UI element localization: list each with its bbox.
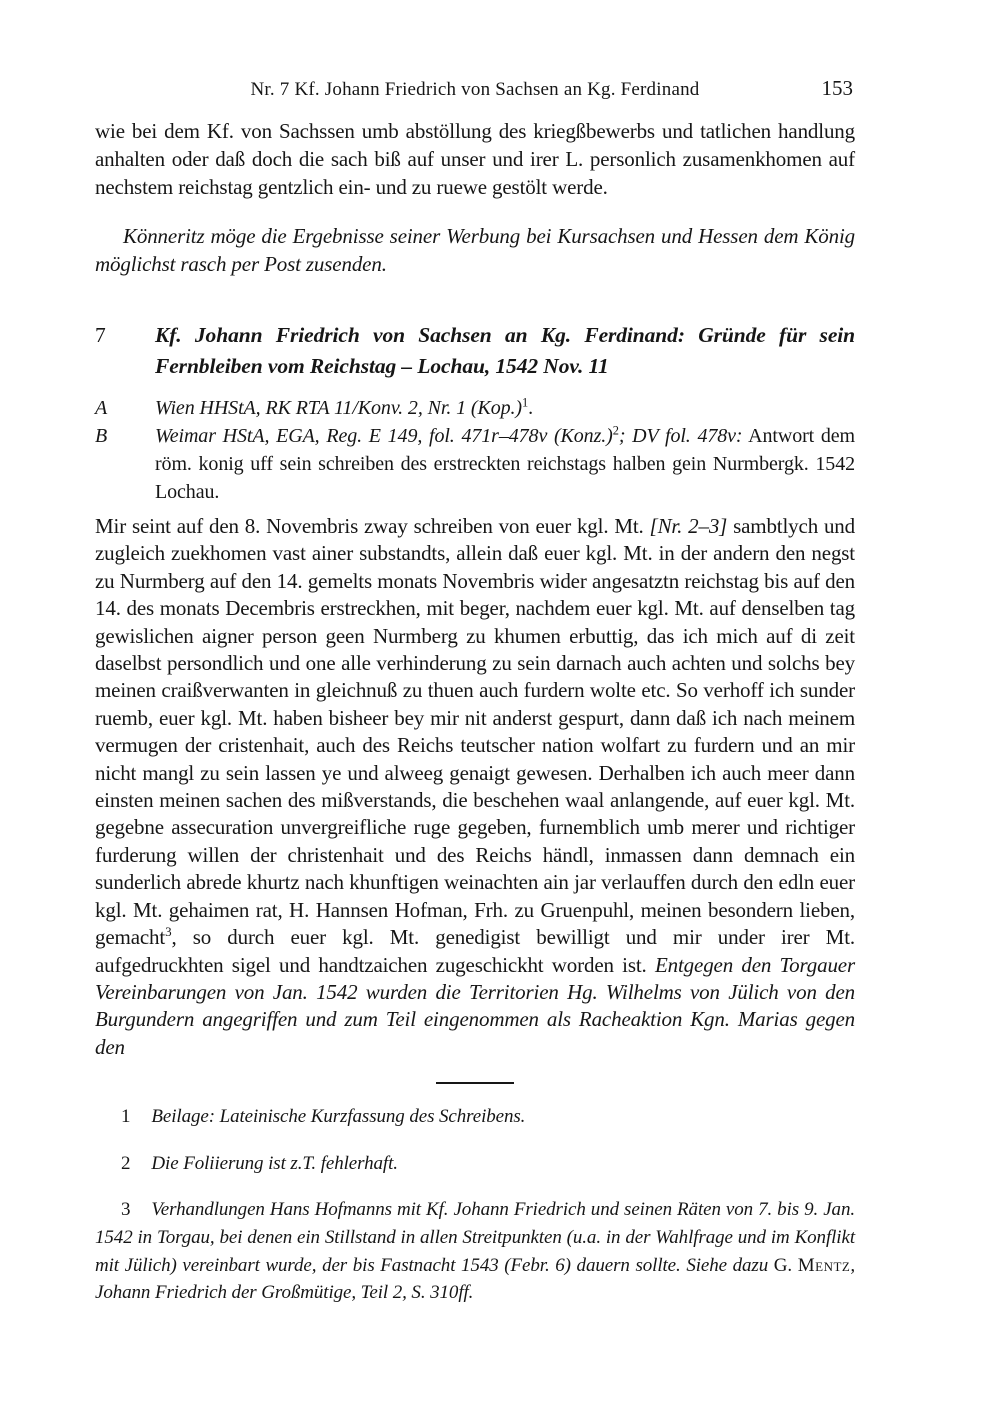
archive-reference-a: Wien HHStA, RK RTA 11/Konv. 2, Nr. 1 (Kop.) (155, 397, 522, 419)
footnote-ref-1: 1 (522, 395, 529, 410)
continuation-paragraph: wie bei dem Kf. von Sachssen umb abstöllung des kriegßbewerbs und tatlichen handlung anhalten oder daß doch die sach biß auf unser und irer L. personlich zusamenkhomen auf nechstem reichstag gentzlich ein- und zu ruewe gestölt werde. (95, 119, 855, 199)
footnote-1 (95, 1103, 855, 1131)
editorial-note: Entgegen den Torgauer Vereinbarungen von Jan. 1542 wurden die Territorien Hg. Wilhelms von Jülich von den Burgundern angegriffen und zum Teil eingenommen als Racheaktion Kgn. Marias gegen den (95, 952, 855, 1059)
letter-text-part3: , so durch euer kgl. Mt. genedigist bewilligt und mir under irer Mt. aufgedruckhten sigel und handtzaichen zugeschickht worden ist. (95, 925, 855, 977)
footnote-2-text: Die Foliierung ist z.T. fehlerhaft. (151, 1152, 398, 1174)
running-header (95, 0, 855, 102)
footnote-3-text-a: Verhandlungen Hans Hofmanns mit Kf. Johann Friedrich und seinen Räten von 7. bis 9. Jan. 1542 in Torgau, bei denen ein Stillstand in allen Streitpunkten (u.a. in der Wahlfrage und im Konflikt mit Jülich) vereinbart wurde, der bis Fastnacht 1543 (Febr. 6) dauern sollte. Siehe dazu (95, 1199, 855, 1276)
footnote-ref-3: 3 (165, 924, 172, 940)
source-text-b (155, 422, 855, 506)
entry-title: Kf. Johann Friedrich von Sachsen an Kg. Ferdinand: Gründe für sein Fernbleiben vom Reichstag – Lochau, 1542 Nov. 11 (155, 323, 855, 378)
footnote-ref-2: 2 (612, 423, 619, 438)
source-list (95, 394, 855, 506)
footnote-separator (436, 1082, 514, 1084)
letter-text-part2: sambtlych und zugleich zuekhomen vast ainer substandts, allein daß euer kgl. Mt. in der andern den negst zu Nurmberg auf den 14. gemelts monats Novembris wider angesatztn reichstag bis auf den 14. des monats Decembris erstreckhen, mit beger, nachdem euer kgl. Mt. auf denselben tag gewislichen aigner person geen Nurmberg zu khumen erbuttig, das ich mich auf di zeit daselbst persondlich und one alle verhinderung zu sein darnach auch achten und solchs bey meinen craißverwanten in gleichnuß zu thuen auch furdern wolte etc. So verhoff ich sunder ruemb, euer kgl. Mt. haben bisheer bey mir nit anderst gespurt, dann daß ich nach meinem vermugen der cristenhait, auch des Reichs teutscher nation wolfart zu furdern und an mir nicht mangl zu sein lassen ye und alweeg genaigt gewesen. Derhalben ich auch meer dann einsten meinen sachen des mißverstands, die beschehen waal anlangende, auf euer kgl. Mt. gegebne assecuration unvergreifliche ruge gegeben, furnemblich umb merer und richtiger furderung willen der christenhait und des Reichs händl, inmassen dann demnach ein sunderlich abrede khurtz nach khunftigen weinachten ain jar verlauffen durch den edln euer kgl. Mt. gehaimen rat, H. Hannsen Hofman, Frh. zu Gruenpuhl, meinen besondern lieben, gemacht (95, 514, 855, 950)
citation-author-name: Mentz (797, 1254, 851, 1276)
archive-reference-b: Weimar HStA, EGA, Reg. E 149, fol. 471r–478v (Konz.) (155, 425, 613, 447)
page-number: 153 (821, 76, 853, 100)
citation-initial: G. (773, 1254, 798, 1276)
footnote-block (95, 1103, 855, 1307)
page-content (95, 0, 855, 1326)
source-row-b (95, 422, 855, 506)
footnote-3-text-b: , Johann Friedrich der Großmütige, Teil 2, S. 310ff. (95, 1254, 855, 1304)
source-text-a (155, 394, 855, 422)
source-tail-b: Antwort dem röm. konig uff sein schreiben des erstreckten reichstags halben gein Nurmbergk. 1542 Lochau. (155, 425, 855, 503)
entry-number: 7 (95, 323, 106, 347)
archive-reference-b2: ; DV fol. 478v: (618, 425, 743, 447)
footnote-3 (95, 1196, 855, 1306)
entry-heading (95, 320, 855, 382)
footnote-3-number: 3 (121, 1199, 131, 1221)
source-label-a: A (95, 397, 108, 419)
letter-text-part1: Mir seint auf den 8. Novembris zway schreiben von euer kgl. Mt. (95, 514, 650, 538)
letter-number-reference: [Nr. 2–3] (649, 514, 728, 538)
source-label-b: B (95, 425, 108, 447)
footnote-2-number: 2 (121, 1152, 131, 1174)
source-tail-a: . (528, 397, 534, 419)
footnote-1-text: Beilage: Lateinische Kurzfassung des Schreibens. (151, 1106, 526, 1128)
letter-text (95, 513, 855, 1061)
footnote-1-number: 1 (121, 1106, 131, 1128)
running-title: Nr. 7 Kf. Johann Friedrich von Sachsen an Kg. Ferdinand (250, 79, 700, 100)
source-row-a (95, 394, 855, 422)
footnote-2 (95, 1150, 855, 1178)
regest-paragraph: Könneritz möge die Ergebnisse seiner Werbung bei Kursachsen und Hessen dem König möglichst rasch per Post zusenden. (95, 224, 855, 276)
